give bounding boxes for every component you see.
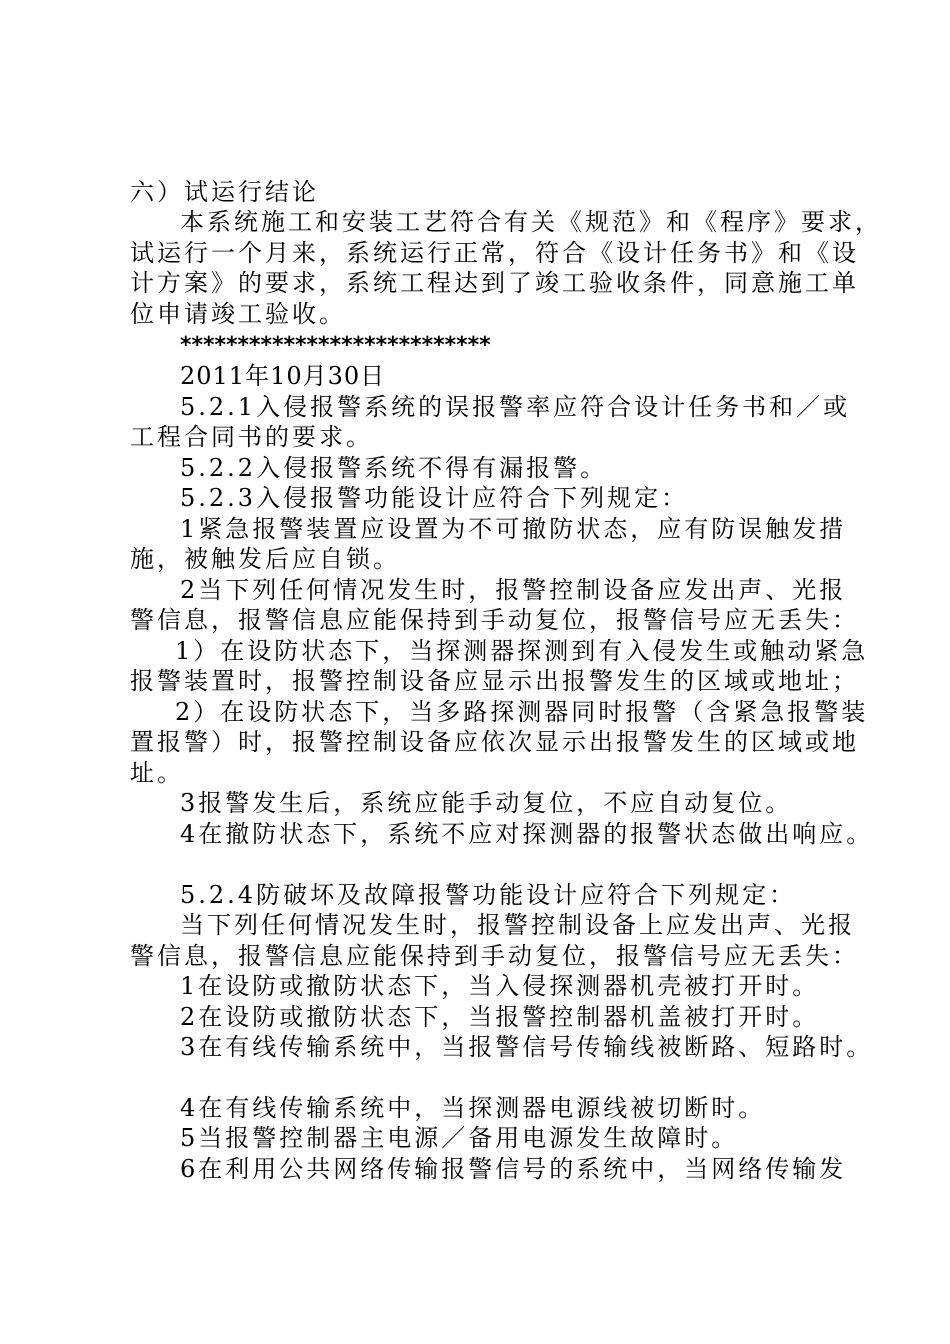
clause-line: 1在设防或撤防状态下，当入侵探测器机壳被打开时。 (180, 972, 820, 1000)
clause-line: 1）在设防状态下，当探测器探测到有入侵发生或触动紧急 (175, 637, 869, 665)
clause-line: 2当下列任何情况发生时，报警控制设备应发出声、光报 (180, 576, 847, 604)
clause-line: 5.2.2入侵报警系统不得有漏报警。 (180, 454, 608, 482)
clause-line: 5.2.3入侵报警功能设计应符合下列规定： (180, 484, 689, 512)
paragraph-line: 本系统施工和安装工艺符合有关《规范》和《程序》要求， (180, 208, 882, 236)
clause-line: 2）在设防状态下，当多路探测器同时报警（含紧急报警装 (175, 698, 869, 726)
clause-line: 4在有线传输系统中，当探测器电源线被切断时。 (180, 1094, 766, 1122)
clause-line: 址。 (130, 759, 184, 787)
clause-line: 5.2.1入侵报警系统的误报警率应符合设计任务书和／或 (180, 393, 851, 421)
clause-line: 工程合同书的要求。 (130, 423, 373, 451)
date-line: 2011年10月30日 (180, 362, 386, 390)
clause-line: 施，被触发后应自锁。 (130, 545, 400, 573)
clause-line: 2在设防或撤防状态下，当报警控制器机盖被打开时。 (180, 1003, 820, 1031)
clause-line: 1紧急报警装置应设置为不可撤防状态，应有防误触发措 (180, 515, 847, 543)
separator-stars: *************************** (180, 333, 491, 358)
clause-line: 报警装置时，报警控制设备应显示出报警发生的区域或地址； (130, 667, 859, 695)
clause-line: 当下列任何情况发生时，报警控制设备上应发出声、光报 (180, 911, 855, 939)
paragraph-line: 计方案》的要求，系统工程达到了竣工验收条件，同意施工单 (130, 269, 859, 297)
paragraph-line: 试运行一个月来，系统运行正常，符合《设计任务书》和《设 (130, 239, 859, 267)
clause-line: 警信息，报警信息应能保持到手动复位，报警信号应无丢失： (130, 942, 859, 970)
clause-line: 5当报警控制器主电源／备用电源发生故障时。 (180, 1124, 739, 1152)
clause-line: 警信息，报警信息应能保持到手动复位，报警信号应无丢失： (130, 606, 859, 634)
clause-line: 置报警）时，报警控制设备应依次显示出报警发生的区域或地 (130, 728, 859, 756)
clause-line: 5.2.4防破坏及故障报警功能设计应符合下列规定： (180, 881, 797, 909)
paragraph-line: 位申请竣工验收。 (130, 300, 346, 328)
clause-line: 6在利用公共网络传输报警信号的系统中，当网络传输发 (180, 1155, 847, 1183)
clause-line: 3在有线传输系统中，当报警信号传输线被断路、短路时。 (180, 1033, 874, 1061)
section-heading: 六）试运行结论 (130, 178, 319, 206)
clause-line: 3报警发生后，系统应能手动复位，不应自动复位。 (180, 789, 793, 817)
clause-line: 4在撤防状态下，系统不应对探测器的报警状态做出响应。 (180, 820, 874, 848)
